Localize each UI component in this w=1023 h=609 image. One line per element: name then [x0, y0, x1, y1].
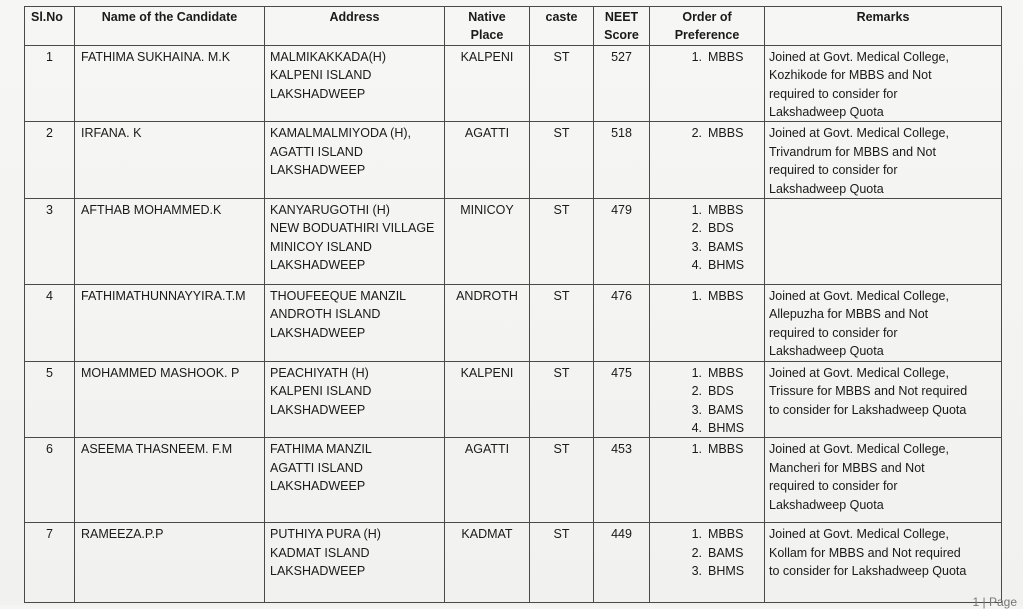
cell-order-of-preference	[650, 361, 765, 438]
cell-order-of-preference	[650, 199, 765, 285]
remarks-line: Joined at Govt. Medical College,	[769, 289, 949, 304]
table-header-row	[25, 7, 1002, 46]
cell-remarks	[765, 438, 1002, 523]
header-address: Address	[265, 7, 445, 46]
address-line: LAKSHADWEEP	[270, 564, 366, 579]
address-line: THOUFEEQUE MANZIL	[270, 289, 407, 304]
address-line: LAKSHADWEEP	[270, 479, 366, 494]
cell-native-place: ANDROTH	[445, 285, 530, 362]
cell-neet-score: 527	[594, 45, 650, 122]
header-caste: caste	[530, 7, 594, 46]
preference-list	[654, 287, 760, 305]
cell-caste: ST	[530, 285, 594, 362]
preference-item	[654, 440, 760, 458]
address-line: LAKSHADWEEP	[270, 325, 366, 340]
preference-item	[654, 544, 760, 562]
address-line: MALMIKAKKADA(H)	[270, 49, 386, 64]
cell-order-of-preference	[650, 438, 765, 523]
preference-number: 1.	[691, 527, 702, 542]
table-row	[25, 122, 1002, 199]
remarks-line: Mancheri for MBBS and Not	[769, 460, 925, 475]
remarks-line: Lakshadweep Quota	[769, 497, 884, 512]
cell-native-place: AGATTI	[445, 122, 530, 199]
preference-number: 1.	[691, 442, 702, 457]
cell-sl-no: 4	[25, 285, 75, 362]
header-neet-line: NEET	[604, 10, 639, 24]
cell-neet-score: 475	[594, 361, 650, 438]
cell-neet-score: 518	[594, 122, 650, 199]
preference-item	[654, 364, 760, 382]
preference-list	[654, 364, 760, 438]
table-row	[25, 285, 1002, 362]
address-line: KALPENI ISLAND	[270, 384, 372, 399]
remarks-line: Trivandrum for MBBS and Not	[769, 144, 936, 159]
address-line: LAKSHADWEEP	[270, 258, 366, 273]
cell-candidate-name: MOHAMMED MASHOOK. P	[75, 361, 265, 438]
cell-native-place: KALPENI	[445, 45, 530, 122]
cell-address	[265, 361, 445, 438]
remarks-line: Joined at Govt. Medical College,	[769, 49, 949, 64]
preference-list	[654, 201, 760, 275]
preference-course: BAMS	[708, 239, 744, 254]
remarks-line: required to consider for	[769, 86, 898, 101]
preference-number: 3.	[691, 239, 702, 254]
header-neet-score	[594, 7, 650, 46]
preference-item	[654, 382, 760, 400]
cell-sl-no: 7	[25, 523, 75, 603]
remarks-line: required to consider for	[769, 325, 898, 340]
cell-order-of-preference	[650, 45, 765, 122]
cell-caste: ST	[530, 523, 594, 603]
address-line: KADMAT ISLAND	[270, 545, 370, 560]
preference-list	[654, 124, 760, 142]
address-line: KALPENI ISLAND	[270, 68, 372, 83]
remarks-line: Lakshadweep Quota	[769, 105, 884, 120]
header-sl-no: Sl.No	[25, 7, 75, 46]
cell-neet-score: 476	[594, 285, 650, 362]
preference-course: BHMS	[708, 420, 745, 435]
cell-remarks	[765, 361, 1002, 438]
preference-number: 2.	[691, 545, 702, 560]
candidate-table	[24, 6, 1002, 603]
header-remarks: Remarks	[765, 7, 1002, 46]
table-row	[25, 45, 1002, 122]
preference-course: BHMS	[708, 258, 745, 273]
preference-number: 1.	[691, 365, 702, 380]
preference-item	[654, 562, 760, 580]
preference-number: 3.	[691, 402, 702, 417]
remarks-line: Kozhikode for MBBS and Not	[769, 68, 932, 83]
header-order-line: Order of	[682, 10, 732, 24]
preference-number: 1.	[691, 289, 702, 304]
cell-caste: ST	[530, 361, 594, 438]
preference-course: MBBS	[708, 442, 744, 457]
preference-item	[654, 256, 760, 274]
preference-item	[654, 525, 760, 543]
remarks-line: Joined at Govt. Medical College,	[769, 527, 949, 542]
header-native-line: Place	[470, 28, 504, 43]
preference-item	[654, 287, 760, 305]
header-name: Name of the Candidate	[75, 7, 265, 46]
preference-number: 4.	[691, 258, 702, 273]
preference-item	[654, 238, 760, 256]
header-order-of-preference	[650, 7, 765, 46]
preference-course: BHMS	[708, 564, 745, 579]
cell-remarks	[765, 523, 1002, 603]
address-line: FATHIMA MANZIL	[270, 442, 372, 457]
cell-remarks	[765, 122, 1002, 199]
remarks-line: Kollam for MBBS and Not required	[769, 545, 961, 560]
cell-candidate-name: AFTHAB MOHAMMED.K	[75, 199, 265, 285]
cell-caste: ST	[530, 45, 594, 122]
address-line: MINICOY ISLAND	[270, 239, 372, 254]
preference-number: 2.	[691, 384, 702, 399]
cell-native-place: KALPENI	[445, 361, 530, 438]
preference-number: 4.	[691, 420, 702, 435]
remarks-line: Trissure for MBBS and Not required	[769, 384, 968, 399]
address-line: PEACHIYATH (H)	[270, 365, 369, 380]
cell-address	[265, 199, 445, 285]
preference-course: MBBS	[708, 527, 744, 542]
cell-address	[265, 523, 445, 603]
address-line: LAKSHADWEEP	[270, 86, 366, 101]
cell-remarks	[765, 45, 1002, 122]
cell-address	[265, 285, 445, 362]
cell-order-of-preference	[650, 285, 765, 362]
remarks-line: Joined at Govt. Medical College,	[769, 442, 949, 457]
remarks-line: Lakshadweep Quota	[769, 344, 884, 359]
header-native-line: Native	[468, 10, 506, 24]
preference-item	[654, 201, 760, 219]
cell-sl-no: 1	[25, 45, 75, 122]
address-line: KANYARUGOTHI (H)	[270, 203, 390, 218]
cell-address	[265, 438, 445, 523]
preference-course: BAMS	[708, 545, 744, 560]
preference-item	[654, 48, 760, 66]
cell-address	[265, 45, 445, 122]
cell-neet-score: 449	[594, 523, 650, 603]
table-row	[25, 438, 1002, 523]
preference-list	[654, 525, 760, 580]
cell-sl-no: 5	[25, 361, 75, 438]
cell-sl-no: 3	[25, 199, 75, 285]
address-line: LAKSHADWEEP	[270, 402, 366, 417]
preference-course: MBBS	[708, 203, 744, 218]
remarks-line: Allepuzha for MBBS and Not	[769, 307, 929, 322]
address-line: KAMALMALMIYODA (H),	[270, 126, 411, 141]
preference-number: 2.	[691, 126, 702, 141]
cell-order-of-preference	[650, 122, 765, 199]
preference-item	[654, 419, 760, 437]
cell-candidate-name: FATHIMA SUKHAINA. M.K	[75, 45, 265, 122]
header-order-line: Preference	[674, 28, 740, 43]
header-neet-line: Score	[604, 28, 639, 43]
address-line: ANDROTH ISLAND	[270, 307, 381, 322]
cell-address	[265, 122, 445, 199]
header-native-place	[445, 7, 530, 46]
cell-remarks	[765, 199, 1002, 285]
remarks-line: Lakshadweep Quota	[769, 181, 884, 196]
table-body	[25, 45, 1002, 603]
preference-list	[654, 48, 760, 66]
cell-native-place: KADMAT	[445, 523, 530, 603]
preference-item	[654, 219, 760, 237]
address-line: AGATTI ISLAND	[270, 144, 363, 159]
table-row	[25, 199, 1002, 285]
address-line: NEW BODUATHIRI VILLAGE	[270, 221, 435, 236]
remarks-line: required to consider for	[769, 479, 898, 494]
preference-course: MBBS	[708, 49, 744, 64]
cell-neet-score: 453	[594, 438, 650, 523]
cell-sl-no: 2	[25, 122, 75, 199]
page-number: 1 | Page	[972, 595, 1017, 609]
preference-number: 2.	[691, 221, 702, 236]
cell-native-place: AGATTI	[445, 438, 530, 523]
cell-caste: ST	[530, 438, 594, 523]
preference-number: 3.	[691, 564, 702, 579]
table-row	[25, 523, 1002, 603]
preference-course: BDS	[708, 384, 734, 399]
preference-item	[654, 401, 760, 419]
cell-candidate-name: FATHIMATHUNNAYYIRA.T.M	[75, 285, 265, 362]
cell-candidate-name: ASEEMA THASNEEM. F.M	[75, 438, 265, 523]
cell-order-of-preference	[650, 523, 765, 603]
preference-item	[654, 124, 760, 142]
preference-course: MBBS	[708, 126, 744, 141]
remarks-line: Joined at Govt. Medical College,	[769, 126, 949, 141]
preference-course: MBBS	[708, 289, 744, 304]
cell-candidate-name: RAMEEZA.P.P	[75, 523, 265, 603]
cell-sl-no: 6	[25, 438, 75, 523]
cell-candidate-name: IRFANA. K	[75, 122, 265, 199]
preference-course: MBBS	[708, 365, 744, 380]
preference-course: BAMS	[708, 402, 744, 417]
preference-list	[654, 440, 760, 458]
cell-native-place: MINICOY	[445, 199, 530, 285]
remarks-line: Joined at Govt. Medical College,	[769, 365, 949, 380]
remarks-line: to consider for Lakshadweep Quota	[769, 564, 967, 579]
preference-number: 1.	[691, 49, 702, 64]
table-row	[25, 361, 1002, 438]
preference-number: 1.	[691, 203, 702, 218]
cell-remarks	[765, 285, 1002, 362]
remarks-line: required to consider for	[769, 163, 898, 178]
address-line: LAKSHADWEEP	[270, 163, 366, 178]
preference-course: BDS	[708, 221, 734, 236]
cell-caste: ST	[530, 199, 594, 285]
address-line: AGATTI ISLAND	[270, 460, 363, 475]
cell-neet-score: 479	[594, 199, 650, 285]
cell-caste: ST	[530, 122, 594, 199]
remarks-line: to consider for Lakshadweep Quota	[769, 402, 967, 417]
address-line: PUTHIYA PURA (H)	[270, 527, 381, 542]
